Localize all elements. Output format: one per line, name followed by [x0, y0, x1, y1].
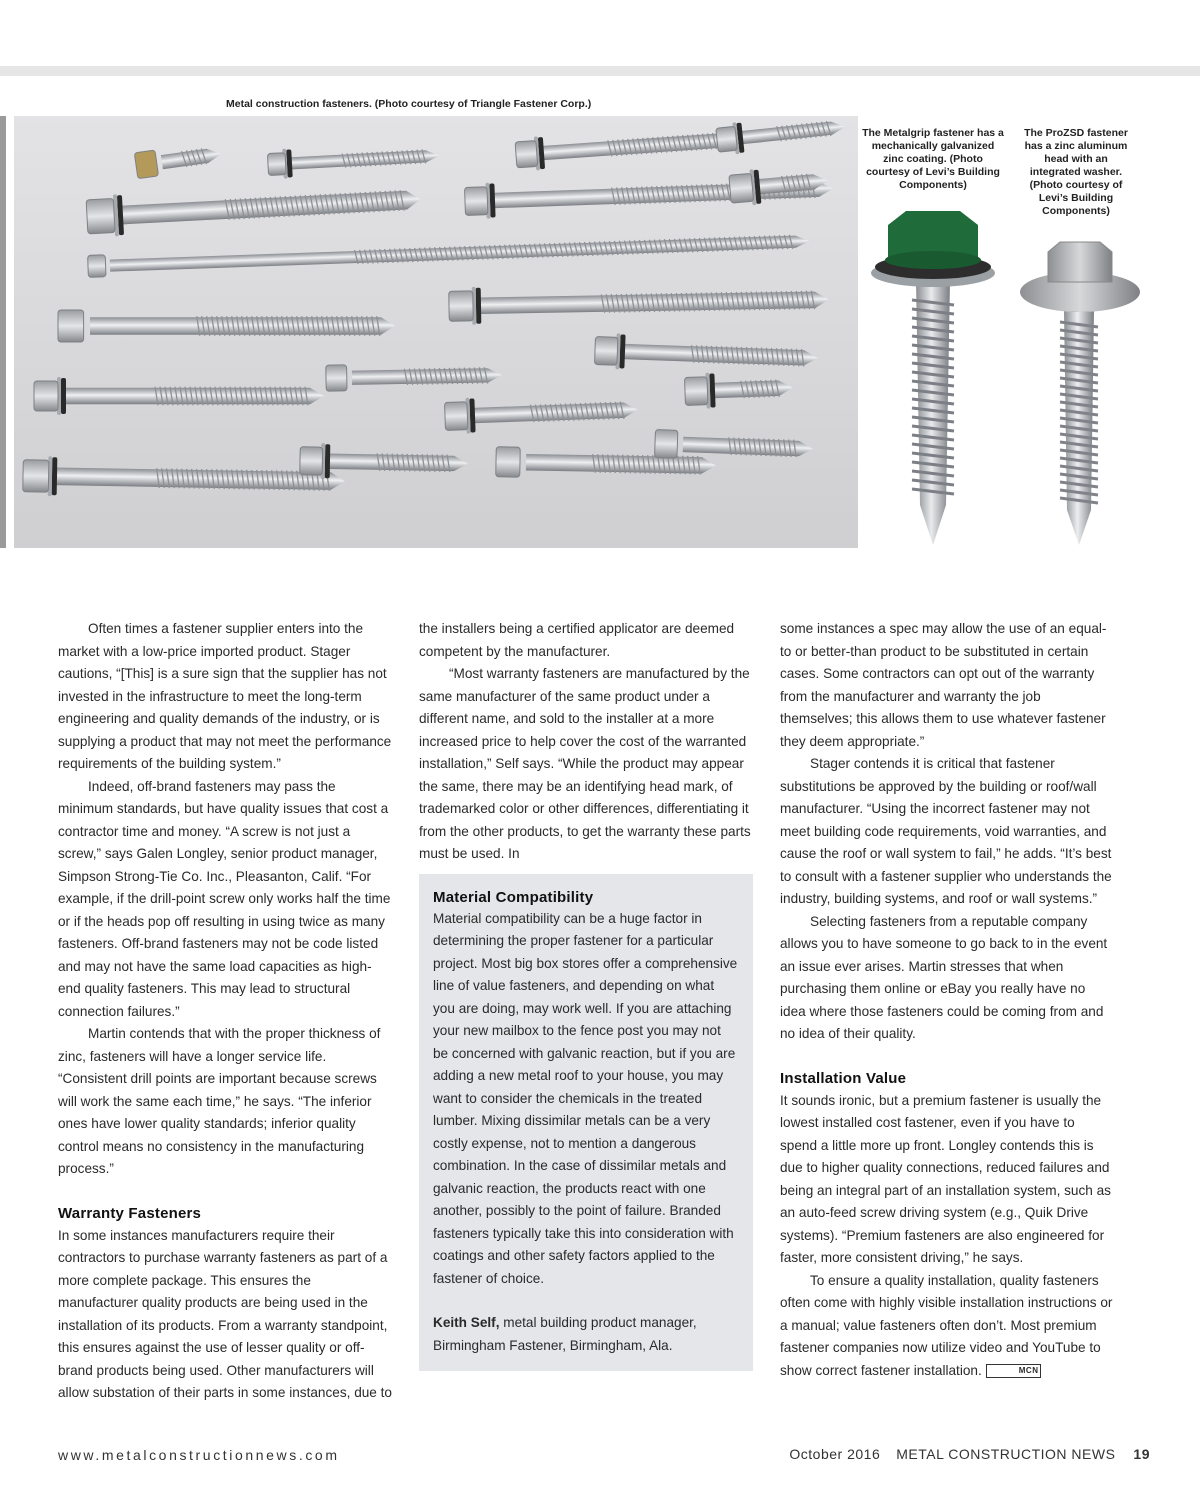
subheading-warranty-fasteners: Warranty Fasteners: [58, 1204, 202, 1222]
prozsd-fastener-photo: [1016, 240, 1144, 550]
sidebar-attribution: [433, 1312, 739, 1357]
top-band: [0, 66, 1200, 76]
footer-website-url: www.metalconstructionnews.com: [58, 1447, 340, 1463]
signer-name: Keith Self,: [433, 1315, 500, 1330]
paragraph-text: To ensure a quality installation, quality fasteners often come with highly visible installation instructions or a manual; value fasteners often don’t. Most premium fastener companies now utilize video and YouTube to show correct fastener installation.: [780, 1272, 1113, 1378]
main-photo-caption: Metal construction fasteners. (Photo courtesy of Triangle Fastener Corp.): [226, 98, 592, 110]
material-compatibility-sidebar: [419, 874, 753, 1372]
metalgrip-fastener-photo: [866, 205, 1000, 550]
subheading-installation-value: Installation Value: [780, 1069, 907, 1087]
magazine-name: METAL CONSTRUCTION NEWS: [896, 1446, 1116, 1462]
metalgrip-caption: The Metalgrip fastener has a mechanically galvanized zinc coating. (Photo courtesy of Levi’s Building Components): [862, 127, 1004, 191]
paragraph: Indeed, off-brand fasteners may pass the minimum standards, but have quality issues that cost a contractor time and money. “A screw is not just a screw,” says Galen Longley, senior product manager, Simpson Strong-Tie Co. Inc., Pleasanton, Calif. “For example, if the drill-point screw only works half the time or if the heads pop off resulting in using twice as many fasteners. Off-brand fasteners may not be code listed and may not have the same load capacities as high-end quality fasteners. This may lead to structural connection failures.”: [58, 778, 391, 1019]
article-column-1: [58, 618, 392, 1405]
sidebar-body: Material compatibility can be a huge factor in determining the proper fastener for a particular project. Most big box stores offer a comprehensive line of value fasteners, and depending on what you are doing, may work well. If you are attaching your new mailbox to the fence post you may not be concerned with galvanic reaction, but if you are adding a new metal roof to your house, you may want to consider the chemicals in the treated lumber. Mixing dissimilar metals can be a very costly expense, not to mention a dangerous combination. In the case of dissimilar metals and galvanic reaction, the products react with one another, possibly to the point of failure. Branded fasteners typically take this into consideration with coatings and other safety factors applied to the fastener of choice.: [433, 910, 738, 1286]
paragraph: Often times a fastener supplier enters into the market with a low-price imported product. Stager cautions, “[This] is a sure sign that the supplier has not invested in the infrastructure to meet the long-term engineering and quality demands of the industry, or is supplying a product that may not meet the performance requirements of the building system.”: [58, 621, 392, 771]
article-column-3: [780, 618, 1114, 1382]
paragraph: the installers being a certified applicator are deemed competent by the manufacturer.: [419, 621, 735, 659]
prozsd-caption: The ProZSD fastener has a zinc aluminum head with an integrated washer. (Photo courtesy of Levi’s Building Components): [1024, 127, 1128, 217]
left-edge-tab: [0, 116, 6, 548]
sidebar-title: Material Compatibility: [433, 888, 594, 906]
fasteners-photo: [14, 116, 858, 548]
paragraph: [780, 1270, 1114, 1383]
issue-date: October 2016: [789, 1446, 881, 1462]
paragraph: Stager contends it is critical that fastener substitutions be approved by the building or roof/wall manufacturer. “Using the incorrect fastener may not meet building code requirements, void warranties, and cause the roof or wall system to fail,” he adds. “It’s best to consult with a fastener supplier who understands the industry, building systems, and roof or wall systems.”: [780, 756, 1112, 906]
paragraph: In some instances manufacturers require their contractors to purchase warranty fasteners as part of a more complete package. This ensures the manufacturer quality products are being used in the installation of its products. From a warranty standpoint, this ensures against the use of lesser quality or off-brand products being used. Other manufacturers will allow substation of their parts in some instances, due to: [58, 1227, 392, 1400]
paragraph: some instances a spec may allow the use of an equal-to or better-than product to be substituted in certain cases. Some contractors can opt out of the warranty from the manufacturer and warranty the job themselves; this allows them to use whatever fastener they deem appropriate.”: [780, 621, 1107, 749]
signer-title: metal building product manager, Birmingham Fastener, Birmingham, Ala.: [433, 1315, 697, 1353]
article-column-2: [419, 618, 753, 1371]
mcn-end-logo: MCN: [986, 1364, 1042, 1378]
paragraph: Selecting fasteners from a reputable company allows you to have someone to go back to in the event an issue ever arises. Martin stresses that when purchasing them online or eBay you really have no idea where those fasteners could be coming from and no idea of their quality.: [780, 913, 1108, 1041]
page-number: 19: [1133, 1446, 1150, 1462]
paragraph: “Most warranty fasteners are manufactured by the same manufacturer of the same product under a different name, and sold to the installer at a more increased price to help cover the cost of the warranted installation,” Self says. “While the product may appear the same, there may be an identifying head mark, of trademarked color or other differences, differentiating it from the other products, to get the warranty these parts must be used. In: [419, 666, 751, 861]
paragraph: It sounds ironic, but a premium fastener is usually the lowest installed cost fastener, even if you have to spend a little more up front. Longley contends this is due to higher quality connections, reduced failures and being an integral part of an installation system, such as an auto-feed screw driving system (e.g., Quik Drive systems). “Premium fasteners are also engineered for faster, more consistent driving,” he says.: [780, 1092, 1111, 1265]
paragraph: Martin contends that with the proper thickness of zinc, fasteners will have a longer service life. “Consistent drill points are important because screws will work the same each time,” he says. “The inferior ones have lower quality standards; inferior quality control means no consistency in the manufacturing process.”: [58, 1026, 381, 1176]
footer-folio: [789, 1446, 1150, 1462]
